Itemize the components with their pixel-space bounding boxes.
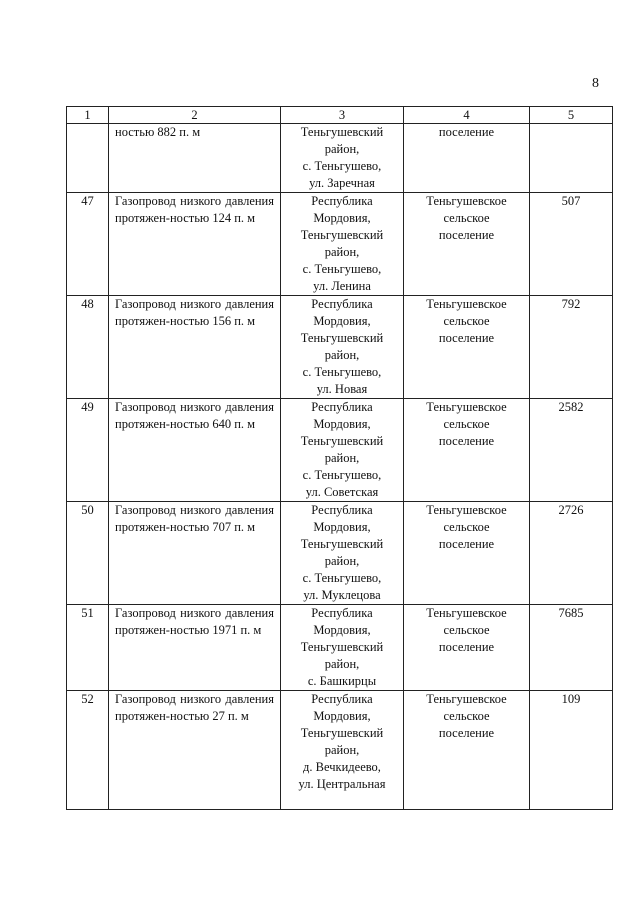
- location-line: ул. Муклецова: [303, 588, 381, 602]
- column-header-2: 2: [109, 107, 281, 124]
- object-location: [281, 502, 404, 605]
- owner-line: Теньгушевское: [426, 194, 507, 208]
- location-line: Республика: [311, 606, 373, 620]
- location-line: ул. Советская: [305, 485, 379, 499]
- location-line: район,: [324, 142, 360, 156]
- property-table: [66, 106, 613, 810]
- location-line: с. Теньгушево,: [302, 262, 382, 276]
- object-owner: [404, 605, 530, 691]
- object-value: 507: [530, 193, 613, 296]
- row-number: 48: [67, 296, 109, 399]
- owner-line: поселение: [438, 434, 495, 448]
- row-number: 52: [67, 691, 109, 810]
- location-line: район,: [324, 245, 360, 259]
- location-line: район,: [324, 657, 360, 671]
- owner-line: Теньгушевское: [426, 692, 507, 706]
- owner-line: сельское: [443, 709, 490, 723]
- object-owner: [404, 193, 530, 296]
- location-line: ул. Заречная: [309, 176, 375, 190]
- location-line: Теньгушевский: [300, 125, 384, 139]
- location-line: район,: [324, 743, 360, 757]
- owner-line: поселение: [438, 228, 495, 242]
- owner-line: Теньгушевское: [426, 503, 507, 517]
- location-line: с. Теньгушево,: [302, 365, 382, 379]
- owner-line: поселение: [438, 640, 495, 654]
- owner-line: сельское: [443, 211, 490, 225]
- owner-line: сельское: [443, 623, 490, 637]
- object-name: Газопровод низкого давления протяжен-ностью 27 п. м: [109, 691, 281, 810]
- location-line: район,: [324, 451, 360, 465]
- location-line: Республика: [311, 503, 373, 517]
- location-line: д. Вечкидеево,: [303, 760, 381, 774]
- object-value: 109: [530, 691, 613, 810]
- location-line: с. Башкирцы: [307, 674, 377, 688]
- table-row: [67, 502, 613, 605]
- location-line: Теньгушевский: [300, 640, 384, 654]
- object-location: [281, 124, 404, 193]
- row-number: 49: [67, 399, 109, 502]
- table-row: [67, 399, 613, 502]
- owner-line: сельское: [443, 417, 490, 431]
- object-location: [281, 193, 404, 296]
- owner-line: сельское: [443, 314, 490, 328]
- table-header-row: [67, 107, 613, 124]
- column-header-4: 4: [404, 107, 530, 124]
- location-line: Мордовия,: [313, 520, 371, 534]
- object-name: Газопровод низкого давления протяжен-ностью 124 п. м: [109, 193, 281, 296]
- object-owner: [404, 691, 530, 810]
- location-line: Республика: [311, 194, 373, 208]
- table-row: [67, 691, 613, 810]
- object-location: [281, 605, 404, 691]
- row-number: 51: [67, 605, 109, 691]
- location-line: Теньгушевский: [300, 537, 384, 551]
- table-row-continued: [67, 124, 613, 193]
- object-name: Газопровод низкого давления протяжен-ностью 156 п. м: [109, 296, 281, 399]
- object-value: 2726: [530, 502, 613, 605]
- location-line: Мордовия,: [313, 623, 371, 637]
- location-line: район,: [324, 348, 360, 362]
- row-number: 50: [67, 502, 109, 605]
- column-header-3: 3: [281, 107, 404, 124]
- page-number: 8: [592, 76, 599, 91]
- row-number: [67, 124, 109, 193]
- object-location: [281, 691, 404, 810]
- object-owner: [404, 296, 530, 399]
- location-line: Мордовия,: [313, 314, 371, 328]
- object-owner: [404, 399, 530, 502]
- object-location: [281, 296, 404, 399]
- location-line: Мордовия,: [313, 709, 371, 723]
- object-name: Газопровод низкого давления протяжен-ностью 640 п. м: [109, 399, 281, 502]
- location-line: Республика: [311, 400, 373, 414]
- location-line: Теньгушевский: [300, 434, 384, 448]
- owner-line: Теньгушевское: [426, 606, 507, 620]
- owner-line: сельское: [443, 520, 490, 534]
- location-line: Мордовия,: [313, 417, 371, 431]
- object-value: 7685: [530, 605, 613, 691]
- owner-line: Теньгушевское: [426, 400, 507, 414]
- object-value: 792: [530, 296, 613, 399]
- owner-line: поселение: [438, 125, 495, 139]
- location-line: ул. Ленина: [313, 279, 371, 293]
- location-line: ул. Центральная: [298, 777, 386, 791]
- owner-line: поселение: [438, 726, 495, 740]
- column-header-5: 5: [530, 107, 613, 124]
- location-line: с. Теньгушево,: [302, 571, 382, 585]
- location-line: Республика: [311, 297, 373, 311]
- object-owner: [404, 124, 530, 193]
- object-value: [530, 124, 613, 193]
- owner-line: поселение: [438, 537, 495, 551]
- column-header-1: 1: [67, 107, 109, 124]
- object-name: Газопровод низкого давления протяжен-ностью 1971 п. м: [109, 605, 281, 691]
- location-line: Теньгушевский: [300, 331, 384, 345]
- object-owner: [404, 502, 530, 605]
- location-line: с. Теньгушево,: [302, 468, 382, 482]
- location-line: Теньгушевский: [300, 228, 384, 242]
- location-line: Теньгушевский: [300, 726, 384, 740]
- location-line: с. Теньгушево,: [302, 159, 382, 173]
- row-number: 47: [67, 193, 109, 296]
- object-name: Газопровод низкого давления протяжен-ностью 707 п. м: [109, 502, 281, 605]
- location-line: район,: [324, 554, 360, 568]
- location-line: Мордовия,: [313, 211, 371, 225]
- location-line: ул. Новая: [316, 382, 368, 396]
- table-row: [67, 605, 613, 691]
- object-name: ностью 882 п. м: [109, 124, 281, 193]
- object-location: [281, 399, 404, 502]
- table-row: [67, 193, 613, 296]
- location-line: Республика: [311, 692, 373, 706]
- table-row: [67, 296, 613, 399]
- owner-line: поселение: [438, 331, 495, 345]
- object-value: 2582: [530, 399, 613, 502]
- owner-line: Теньгушевское: [426, 297, 507, 311]
